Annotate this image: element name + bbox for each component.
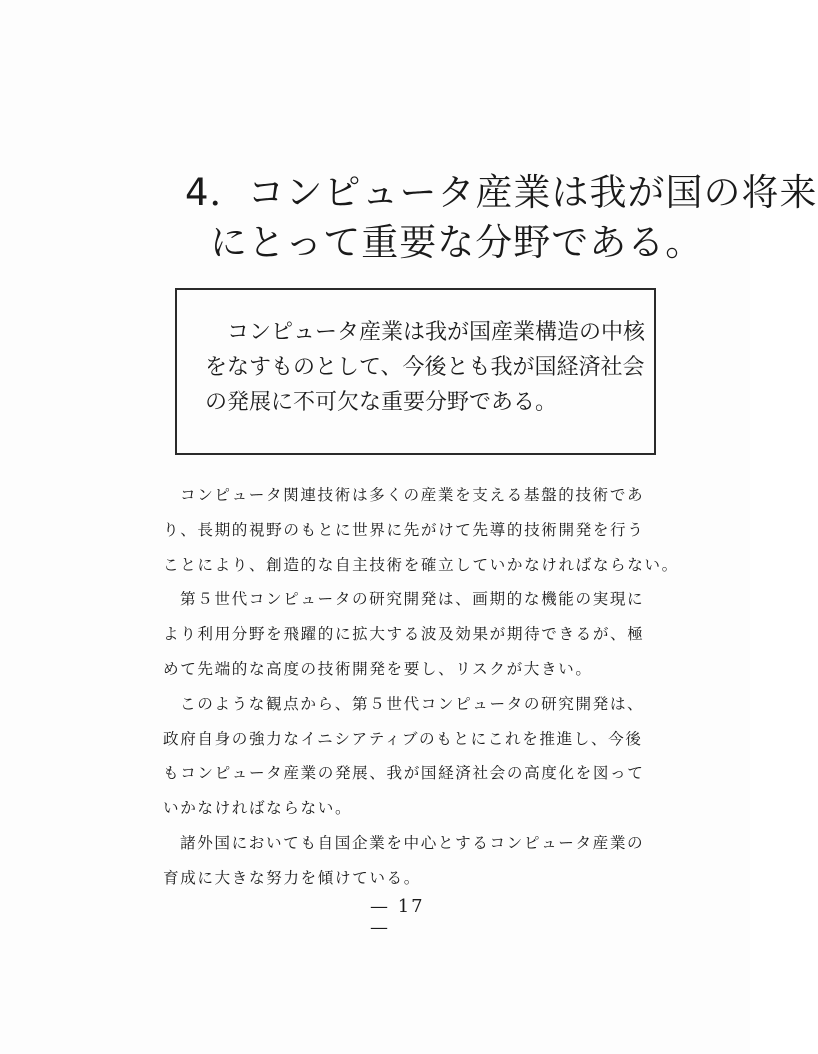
body-line: めて先端的な高度の技術開発を要し、リスクが大きい。 [163,659,593,678]
section-heading-line-1: 4．コンピュータ産業は我が国の将来 [185,171,818,214]
body-line: 政府自身の強力なイニシアティブのもとにこれを推進し、今後 [163,729,643,748]
body-line: り、長期的視野のもとに世界に先がけて先導的技術開発を行う [163,520,645,539]
body-line: ことにより、創造的な自主技術を確立していかなければならない。 [163,555,679,574]
summary-line: をなすものとして、今後とも我が国経済社会 [205,355,645,380]
body-line: コンピュータ関連技術は多くの産業を支える基盤的技術であ [180,486,645,504]
body-text [163,478,723,896]
body-line: 第５世代コンピュータの研究開発は、画期的な機能の実現に [180,590,645,609]
body-line: もコンピュータ産業の発展、我が国経済社会の高度化を図って [163,764,645,783]
body-line: より利用分野を飛躍的に拡大する波及効果が期待できるが、極 [163,625,645,644]
body-line: このような観点から、第５世代コンピュータの研究開発は、 [180,694,645,713]
page-number: — 17 — [370,896,425,938]
summary-text [205,315,645,420]
summary-line: の発展に不可欠な重要分野である。 [205,390,558,415]
summary-box [175,288,656,455]
section-heading-line-2: にとって重要な分野である。 [210,221,704,264]
body-line: いかなければならない。 [163,799,353,818]
body-line: 諸外国においても自国企業を中心とするコンピュータ産業の [180,833,645,852]
section-heading [185,168,818,268]
summary-line: コンピュータ産業は我が国産業構造の中核 [227,320,646,345]
body-line: 育成に大きな努力を傾けている。 [163,868,421,887]
